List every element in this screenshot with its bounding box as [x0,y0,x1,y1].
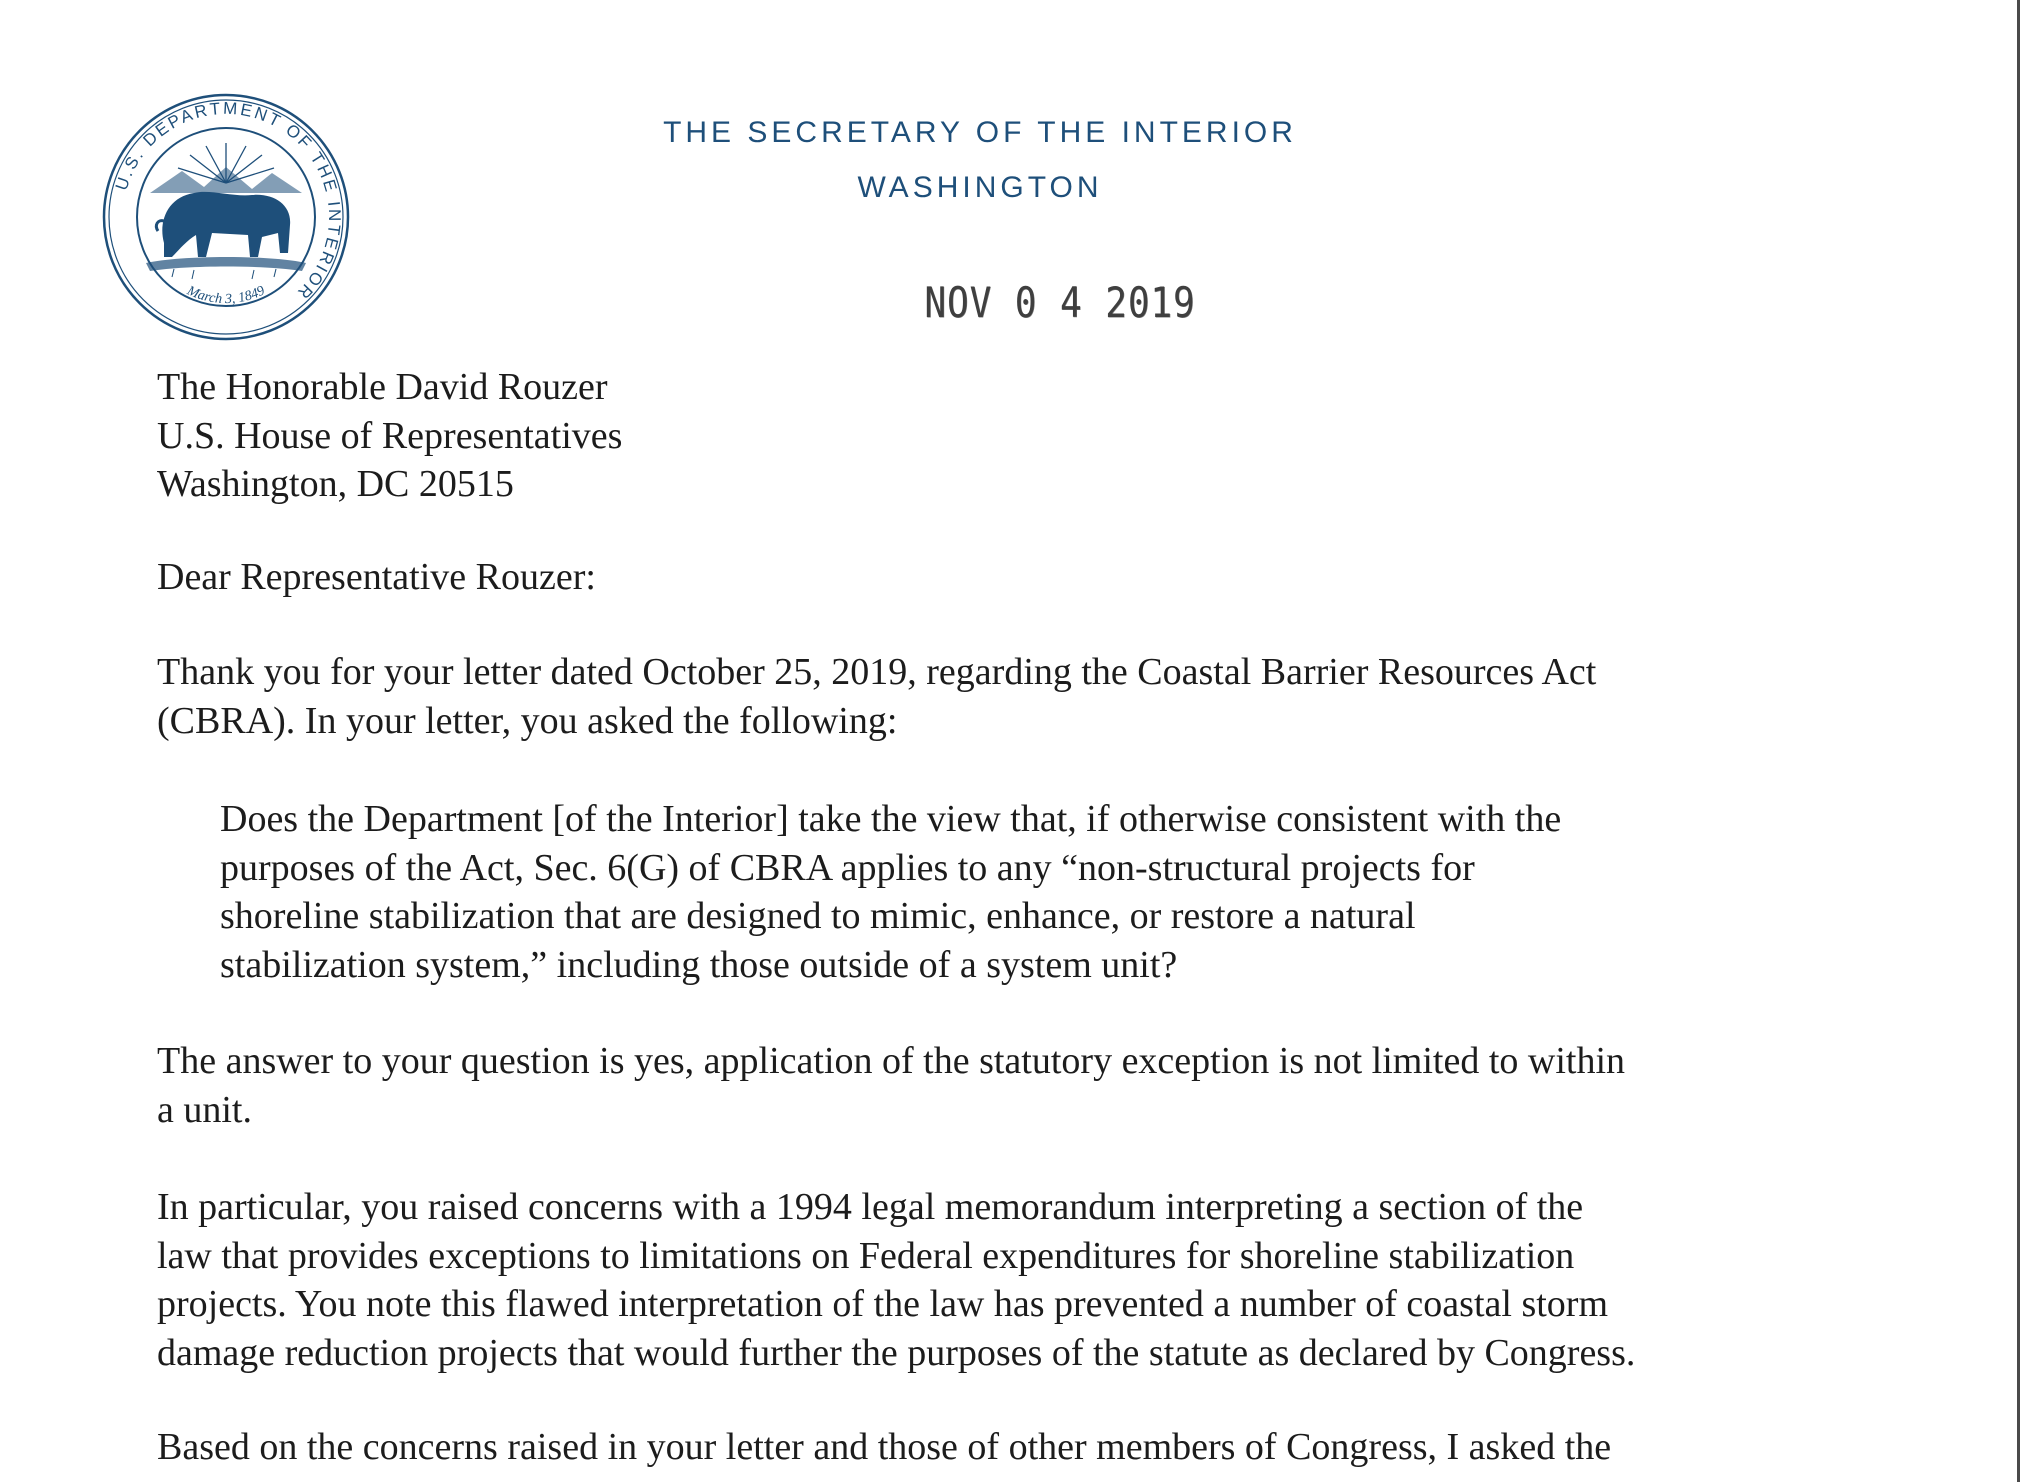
text-line: Thank you for your letter dated October 25, 2019, regarding the Coastal Barrier Resources Act [157,651,1597,693]
text-line: a unit. [157,1088,252,1131]
department-seal [102,93,350,341]
seal-date-text: March 3, 1849 [184,283,268,308]
seal-ring-text: U.S. DEPARTMENT OF THE INTERIOR [111,98,345,305]
text-line: Based on the concerns raised in your letter and those of other members of Congress, I asked the [157,1426,1612,1468]
letterhead-title: THE SECRETARY OF THE INTERIOR [663,116,1297,149]
text-line: law that provides exceptions to limitations on Federal expenditures for shoreline stabilization [157,1234,1575,1277]
block-quote [220,795,1561,989]
recipient-line: Washington, DC 20515 [157,463,514,505]
text-line: purposes of the Act, Sec. 6(G) of CBRA applies to any “non-structural projects for [220,846,1475,889]
salutation: Dear Representative Rouzer: [157,556,596,598]
paragraph-based-on [157,1423,1611,1472]
recipient-line: The Honorable David Rouzer [157,366,608,408]
text-line: damage reduction projects that would further the purposes of the statute as declared by Congress. [157,1331,1636,1374]
paragraph-answer [157,1037,1625,1134]
text-line: stabilization system,” including those outside of a system unit? [220,943,1178,986]
letterhead-city: WASHINGTON [857,171,1103,204]
text-line: shoreline stabilization that are designed to mimic, enhance, or restore a natural [220,895,1416,937]
recipient-line: U.S. House of Representatives [157,414,623,457]
text-line: In particular, you raised concerns with a 1994 legal memorandum interpreting a section of the [157,1186,1584,1228]
paragraph-intro [157,648,1596,745]
date-stamp: NOV 0 4 2019 [924,278,1196,327]
text-line: Does the Department [of the Interior] take the view that, if otherwise consistent with the [220,798,1562,840]
paragraph-concerns [157,1183,1635,1377]
text-line: projects. You note this flawed interpretation of the law has prevented a number of coastal storm [157,1283,1608,1325]
text-line: (CBRA). In your letter, you asked the following: [157,699,898,742]
text-line: The answer to your question is yes, application of the statutory exception is not limited to within [157,1040,1626,1082]
recipient-address [157,363,622,509]
